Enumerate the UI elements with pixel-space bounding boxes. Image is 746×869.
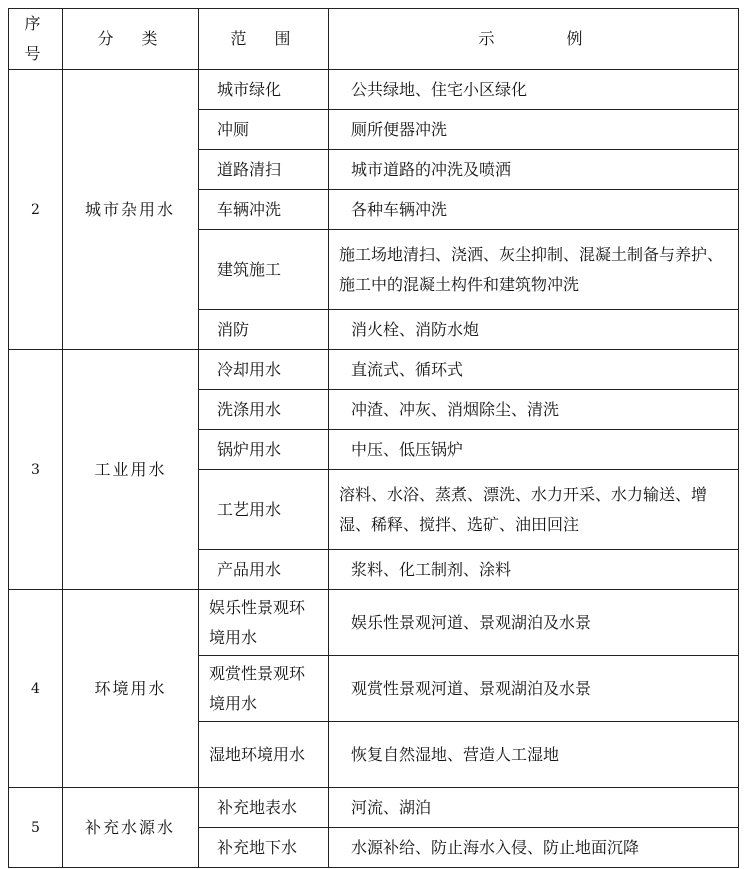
group-no: 3: [9, 350, 63, 590]
group-no: 4: [9, 590, 63, 788]
example-cell: 城市道路的冲洗及喷洒: [329, 150, 739, 190]
scope-cell: 冷却用水: [199, 350, 329, 390]
scope-cell: 娱乐性景观环境用水: [199, 590, 329, 656]
example-cell: 直流式、循环式: [329, 350, 739, 390]
table-row: [9, 590, 739, 656]
group-no: 2: [9, 70, 63, 350]
scope-cell: 道路清扫: [199, 150, 329, 190]
group-no: 5: [9, 788, 63, 868]
header-no: 序号: [9, 9, 63, 70]
example-cell: 娱乐性景观河道、景观湖泊及水景: [329, 590, 739, 656]
group-category: 城市杂用水: [63, 70, 199, 350]
header-scope: 范 围: [199, 9, 329, 70]
scope-cell: 建筑施工: [199, 230, 329, 310]
scope-cell: 消防: [199, 310, 329, 350]
example-cell: 中压、低压锅炉: [329, 430, 739, 470]
example-cell: 水源补给、防止海水入侵、防止地面沉降: [329, 828, 739, 868]
scope-cell: 补充地表水: [199, 788, 329, 828]
table-body: [9, 70, 739, 868]
scope-cell: 城市绿化: [199, 70, 329, 110]
example-cell: 公共绿地、住宅小区绿化: [329, 70, 739, 110]
table-row: [9, 788, 739, 828]
table-header-row: [9, 9, 739, 70]
water-use-classification-table: [8, 8, 739, 868]
scope-cell: 补充地下水: [199, 828, 329, 868]
example-cell: 河流、湖泊: [329, 788, 739, 828]
table-row: [9, 70, 739, 110]
example-cell: 消火栓、消防水炮: [329, 310, 739, 350]
header-category: 分 类: [63, 9, 199, 70]
header-example: 示 例: [329, 9, 739, 70]
scope-cell: 车辆冲洗: [199, 190, 329, 230]
scope-cell: 洗涤用水: [199, 390, 329, 430]
scope-cell: 冲厕: [199, 110, 329, 150]
water-use-table-sheet: [8, 8, 738, 868]
group-category: 补充水源水: [63, 788, 199, 868]
group-category: 环境用水: [63, 590, 199, 788]
example-cell: 各种车辆冲洗: [329, 190, 739, 230]
example-cell: 浆料、化工制剂、涂料: [329, 550, 739, 590]
example-cell: 厕所便器冲洗: [329, 110, 739, 150]
example-cell: 溶料、水浴、蒸煮、漂洗、水力开采、水力输送、增湿、稀释、搅拌、选矿、油田回注: [329, 470, 739, 550]
example-cell: 冲渣、冲灰、消烟除尘、清洗: [329, 390, 739, 430]
scope-cell: 湿地环境用水: [199, 722, 329, 788]
scope-cell: 工艺用水: [199, 470, 329, 550]
example-cell: 观赏性景观河道、景观湖泊及水景: [329, 656, 739, 722]
scope-cell: 产品用水: [199, 550, 329, 590]
scope-cell: 观赏性景观环境用水: [199, 656, 329, 722]
scope-cell: 锅炉用水: [199, 430, 329, 470]
group-category: 工业用水: [63, 350, 199, 590]
table-row: [9, 350, 739, 390]
example-cell: 施工场地清扫、浇洒、灰尘抑制、混凝土制备与养护、施工中的混凝土构件和建筑物冲洗: [329, 230, 739, 310]
example-cell: 恢复自然湿地、营造人工湿地: [329, 722, 739, 788]
